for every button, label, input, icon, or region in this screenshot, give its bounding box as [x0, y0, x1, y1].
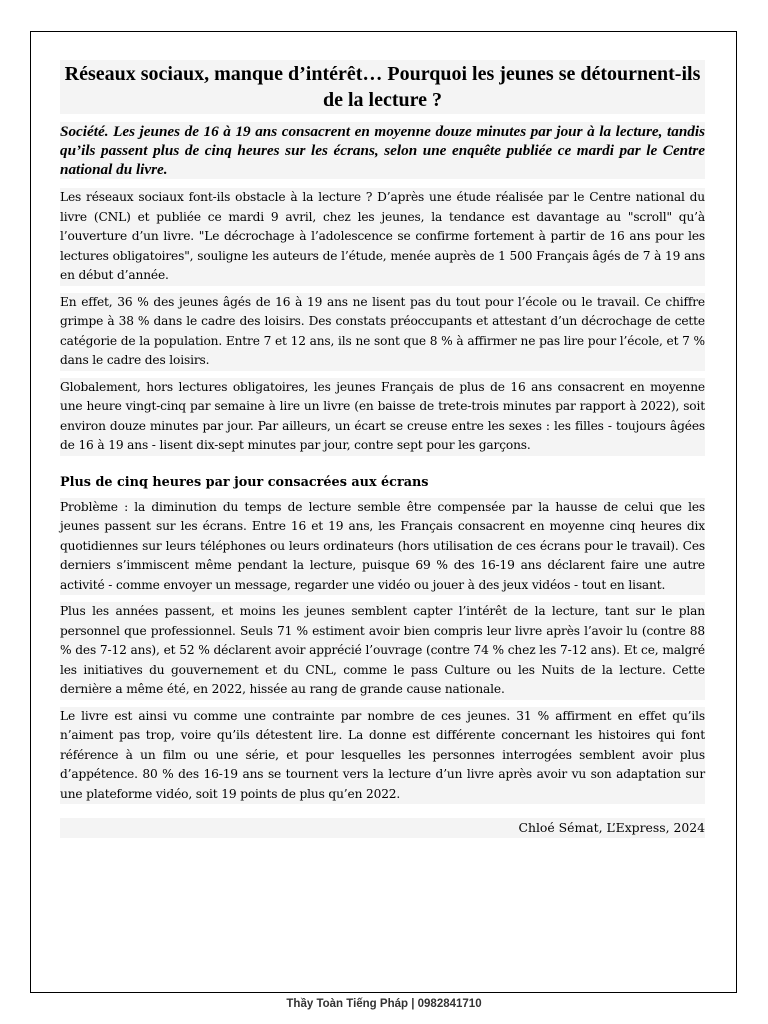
article-paragraph: Les réseaux sociaux font-ils obstacle à la lecture ? D’après une étude réalisée par le Centre national du livre (CNL) et publiée ce mardi 9 avril, chez les jeunes, la tendance est davantage au "scroll" qu’à l’ouverture d’un livre. "Le décrochage à l’adolescence se confirme fortement à partir de 16 ans pour les lectures obligatoires", souligne les auteurs de l’étude, menée auprès de 1 500 Français âgés de 7 à 19 ans en début d’année.: [60, 188, 705, 286]
article-paragraph: Globalement, hors lectures obligatoires, les jeunes Français de plus de 16 ans consacrent en moyenne une heure vingt-cinq par semaine à lire un livre (en baisse de trete-trois minutes par rapport à 2022), soit environ douze minutes par jour. Par ailleurs, un écart se creuse entre les sexes : les filles - toujours âgées de 16 à 19 ans - lisent dix-sept minutes par jour, contre sept pour les garçons.: [60, 378, 705, 456]
article-paragraph: En effet, 36 % des jeunes âgés de 16 à 19 ans ne lisent pas du tout pour l’école ou le travail. Ce chiffre grimpe à 38 % dans le cadre des loisirs. Des constats préoccupants et attestant d’un décrochage de cette catégorie de la population. Entre 7 et 12 ans, ils ne sont que 8 % à affirmer ne pas lire pour l’école, et 7 % dans le cadre des loisirs.: [60, 293, 705, 371]
page-footer: Thầy Toàn Tiếng Pháp | 0982841710: [286, 998, 482, 1010]
section-heading: Plus de cinq heures par jour consacrées aux écrans: [60, 473, 705, 493]
article-title: Réseaux sociaux, manque d’intérêt… Pourquoi les jeunes se détournent-ils de la lecture ?: [60, 60, 705, 114]
article: [60, 60, 705, 838]
article-paragraph: Le livre est ainsi vu comme une contrainte par nombre de ces jeunes. 31 % affirment en effet qu’ils n’aiment pas trop, voire qu’ils détestent lire. La donne est différente concernant les histoires qui font référence à un film ou une série, et pour lesquelles les personnes interrogées semblent avoir plus d’appétence. 80 % des 16-19 ans se tournent vers la lecture d’un livre après avoir vu son adaptation sur une plateforme vidéo, soit 19 points de plus qu’en 2022.: [60, 707, 705, 805]
article-paragraph: Plus les années passent, et moins les jeunes semblent capter l’intérêt de la lecture, tant sur le plan personnel que professionnel. Seuls 71 % estiment avoir bien compris leur livre après l’avoir lu (contre 88 % des 7-12 ans), et 52 % déclarent avoir apprécié l’ouvrage (contre 74 % chez les 7-12 ans). Et ce, malgré les initiatives du gouvernement et du CNL, comme le pass Culture ou les Nuits de la lecture. Cette dernière a même été, en 2022, hissée au rang de grande cause nationale.: [60, 602, 705, 700]
article-credit: Chloé Sémat, L’Express, 2024: [60, 818, 705, 838]
article-paragraph: Problème : la diminution du temps de lecture semble être compensée par la hausse de celui que les jeunes passent sur les écrans. Entre 16 et 19 ans, les Français consacrent en moyenne cinq heures dix quotidiennes sur leurs téléphones ou leurs ordinateurs (hors utilisation de ces écrans pour le travail). Ces derniers s’immiscent même pendant la lecture, puisque 69 % des 16-19 ans déclarent faire une autre activité - comme envoyer un message, regarder une vidéo ou jouer à des jeux vidéos - tout en lisant.: [60, 498, 705, 596]
article-lead: Société. Les jeunes de 16 à 19 ans consacrent en moyenne douze minutes par jour à la lecture, tandis qu’ils passent plus de cinq heures sur les écrans, selon une enquête publiée ce mardi par le Centre national du livre.: [60, 123, 705, 178]
